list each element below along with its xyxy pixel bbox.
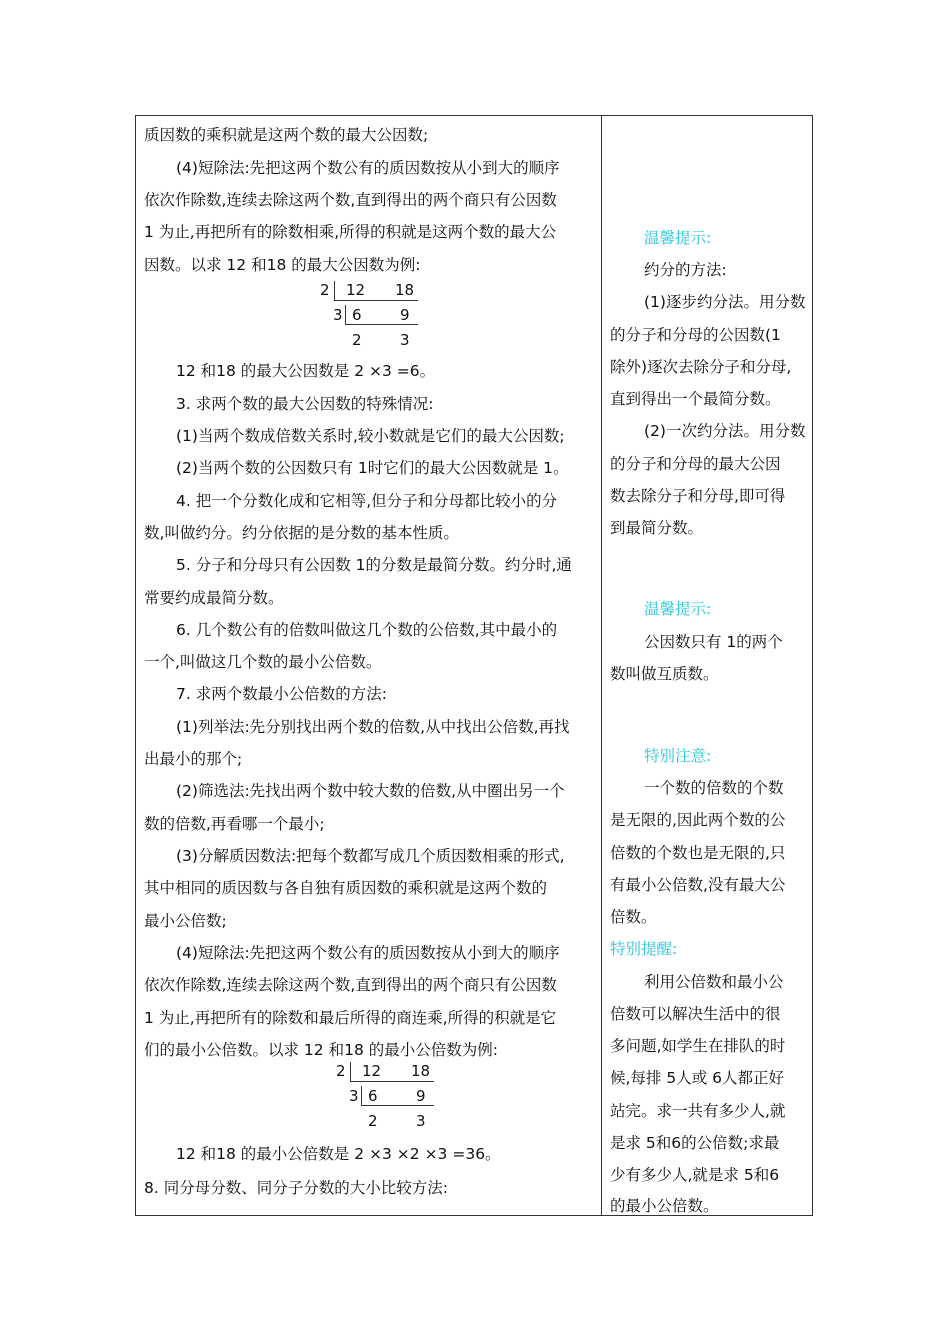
main-line: (1)列举法:先分别找出两个数的倍数,从中找出公倍数,再找 [176, 718, 570, 736]
side-line: 数去除分子和分母,即可得 [610, 487, 786, 505]
note-title: 特别注意: [644, 747, 712, 765]
short-division-gcd [320, 281, 420, 351]
main-line: 数,叫做约分。约分依据的是分数的基本性质。 [144, 524, 459, 542]
dividend: 12 [346, 281, 366, 299]
main-line: (4)短除法:先把这两个数公有的质因数按从小到大的顺序 [176, 159, 560, 177]
result: 3 [416, 1112, 426, 1130]
side-line: 倍数。 [610, 908, 657, 926]
division-bar [361, 1086, 362, 1105]
main-line: 常要约成最简分数。 [144, 589, 284, 607]
main-line: 3. 求两个数的最大公因数的特殊情况: [176, 395, 434, 413]
main-line: 1 为止,再把所有的除数相乘,所得的积就是这两个数的最大公 [144, 223, 557, 241]
main-line: (2)筛选法:先找出两个数中较大数的倍数,从中圈出另一个 [176, 782, 565, 800]
main-line: 6. 几个数公有的倍数叫做这几个数的公倍数,其中最小的 [176, 621, 558, 639]
tip-title: 温馨提示: [644, 600, 712, 618]
side-line: (2)一次约分法。用分数 [644, 422, 806, 440]
main-line: 7. 求两个数最小公倍数的方法: [176, 685, 387, 703]
quotient: 9 [400, 306, 410, 324]
main-line: 最小公倍数; [144, 912, 227, 930]
division-bar [350, 1062, 351, 1081]
division-bar [361, 1105, 434, 1106]
side-line: 是无限的,因此两个数的公 [610, 811, 786, 829]
side-line: 倍数的个数也是无限的,只 [610, 844, 786, 862]
side-line: 一个数的倍数的个数 [644, 779, 784, 797]
main-line: 依次作除数,连续去除这两个数,直到得出的两个商只有公因数 [144, 976, 557, 994]
side-line: 倍数可以解决生活中的很 [610, 1005, 781, 1023]
divisor: 3 [349, 1087, 359, 1105]
main-line: 12 和18 的最大公因数是 2 ×3 =6。 [176, 362, 436, 380]
main-line: 其中相同的质因数与各自独有质因数的乘积就是这两个数的 [144, 879, 548, 897]
main-line: (2)当两个数的公因数只有 1时它们的最大公因数就是 1。 [176, 459, 569, 477]
main-line: 依次作除数,连续去除这两个数,直到得出的两个商只有公因数 [144, 191, 557, 209]
main-line: 质因数的乘积就是这两个数的最大公因数; [144, 126, 429, 144]
quotient: 9 [416, 1087, 426, 1105]
main-line: (3)分解质因数法:把每个数都写成几个质因数相乘的形式, [176, 847, 565, 865]
dividend: 18 [395, 281, 415, 299]
main-line: (4)短除法:先把这两个数公有的质因数按从小到大的顺序 [176, 944, 560, 962]
side-line: 约分的方法: [644, 261, 727, 279]
side-line: 的分子和分母的最大公因 [610, 455, 781, 473]
division-bar [334, 281, 335, 300]
side-line: 数叫做互质数。 [610, 665, 719, 683]
side-line: 到最简分数。 [610, 519, 704, 537]
main-line: 12 和18 的最小公倍数是 2 ×3 ×2 ×3 =36。 [176, 1145, 501, 1163]
side-line: 利用公倍数和最小公 [644, 973, 784, 991]
main-line: 因数。以求 12 和18 的最大公因数为例: [144, 256, 421, 274]
side-line: (1)逐步约分法。用分数 [644, 293, 806, 311]
main-line: 一个,叫做这几个数的最小公倍数。 [144, 653, 382, 671]
divisor: 2 [336, 1062, 346, 1080]
side-line: 公因数只有 1的两个 [644, 633, 783, 651]
side-line: 是求 5和6的公倍数;求最 [610, 1134, 780, 1152]
column-divider [601, 116, 602, 1215]
main-line: (1)当两个数成倍数关系时,较小数就是它们的最大公因数; [176, 427, 565, 445]
side-line: 除外)逐次去除分子和分母, [610, 358, 792, 376]
tip-title: 温馨提示: [644, 229, 712, 247]
side-line: 站完。求一共有多少人,就 [610, 1102, 786, 1120]
main-line: 1 为止,再把所有的除数和最后所得的商连乘,所得的积就是它 [144, 1009, 557, 1027]
side-line: 直到得出一个最简分数。 [610, 390, 781, 408]
side-line: 的分子和分母的公因数(1 [610, 326, 781, 344]
side-line: 候,每排 5人或 6人都正好 [610, 1069, 785, 1087]
side-line: 的最小公倍数。 [610, 1197, 719, 1215]
quotient: 6 [352, 306, 362, 324]
main-line: 4. 把一个分数化成和它相等,但分子和分母都比较小的分 [176, 492, 558, 510]
remind-title: 特别提醒: [610, 940, 678, 958]
dividend: 12 [362, 1062, 382, 1080]
result: 2 [352, 331, 362, 349]
dividend: 18 [411, 1062, 431, 1080]
divisor: 3 [333, 306, 343, 324]
content-table [135, 115, 813, 1216]
main-line: 8. 同分母分数、同分子分数的大小比较方法: [144, 1179, 448, 1197]
divisor: 2 [320, 281, 330, 299]
division-bar [334, 300, 418, 301]
side-line: 有最小公倍数,没有最大公 [610, 876, 786, 894]
main-line: 数的倍数,再看哪一个最小; [144, 815, 325, 833]
short-division-lcm [336, 1062, 436, 1132]
division-bar [350, 1081, 434, 1082]
side-line: 少有多少人,就是求 5和6 [610, 1166, 780, 1184]
main-line: 出最小的那个; [144, 750, 243, 768]
main-line: 们的最小公倍数。以求 12 和18 的最小公倍数为例: [144, 1041, 498, 1059]
quotient: 6 [368, 1087, 378, 1105]
main-line: 5. 分子和分母只有公因数 1的分数是最简分数。约分时,通 [176, 556, 572, 574]
result: 3 [400, 331, 410, 349]
result: 2 [368, 1112, 378, 1130]
division-bar [345, 305, 346, 324]
division-bar [345, 324, 418, 325]
side-line: 多问题,如学生在排队的时 [610, 1037, 786, 1055]
